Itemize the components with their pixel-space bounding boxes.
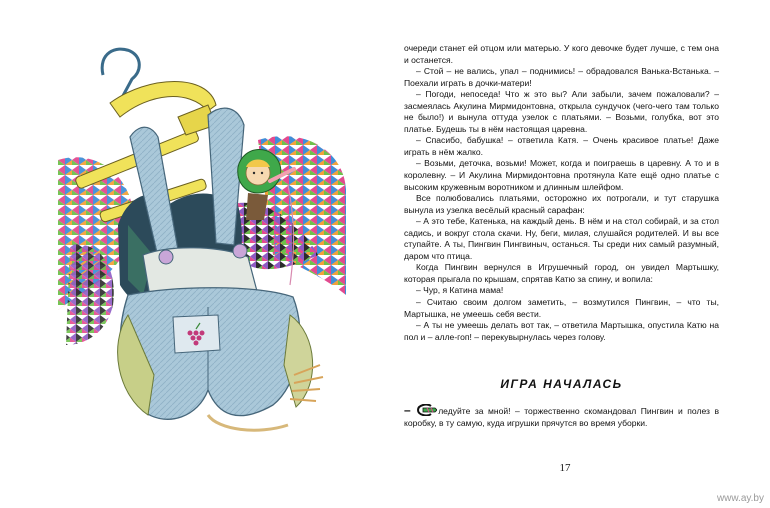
story-paragraph: – Погоди, непоседа! Что ж это вы? Али забыли, зачем пожаловали? – засмеялась Акулина Мирмидонтовна, открыла сундучок (чего-чего там только не было!) и вынула оттуда узелок с платьями. – Возьми, голубка, вот это платье. Будешь ты в нём настоящая царевна. [404, 89, 719, 134]
opening-dash: – [404, 403, 411, 417]
story-paragraph: – А это тебе, Катенька, на каждый день. В нём и на стол собирай, и за стол садись, и вокруг стола скачи. Ну, беги, милая, слушайся родителей. И вы все ступайте. А ты, Пингвин Пингвиныч, останься. Ты среди них самый разумный, даром что птица. [404, 216, 719, 261]
opening-text: ледуйте за мной! – торжественно скомандовал Пингвин и полез в коробку, в ту самую, куда игрушки прячутся во время уборки. [404, 406, 719, 428]
letter-c-dropcap-icon [415, 404, 437, 416]
story-paragraph: – Стой – не вались, упал – поднимись! – обрадовался Ванька-Встанька. – Поехали играть в дочки-матери! [404, 66, 719, 88]
story-paragraph: – Спасибо, бабушка! – ответила Катя. – Очень красивое платье! Даже играть в нём жалко. [404, 135, 719, 157]
dungarees-illustration [58, 45, 346, 441]
page-number: 17 [559, 462, 571, 474]
illustration-artwork [58, 45, 346, 441]
story-paragraph: – Возьми, деточка, возьми! Может, когда и поиграешь в царевну. А то и в королевну. – И Акулина Мирмидонтовна протянула Кате ещё одно платье с высоким кружевным воротником и длинным шлейфом. [404, 158, 719, 192]
story-paragraph: – Чур, я Катина мама! [416, 285, 504, 296]
story-paragraph: Все полюбовались платьями, осторожно их потрогали, и тут старушка вынула из узелка весёлый красный сарафан: [404, 193, 719, 215]
story-paragraph: Когда Пингвин вернулся в Игрушечный город, он увидел Мартышку, которая прыгала по крышам, спрятав Катю за спину, и вопила: [404, 262, 719, 284]
chapter-opening-paragraph [404, 404, 719, 429]
chapter-title: ИГРА НАЧАЛАСЬ [500, 377, 623, 391]
story-paragraph: очереди станет ей отцом или матерью. У кого девочке будет лучше, с тем она и останется. [404, 43, 719, 65]
watermark-text: www.ay.by [716, 493, 764, 504]
story-paragraph: – А ты не умеешь делать вот так, – ответила Мартышка, опустила Катю на пол и – алле-гоп! – перекувырнулась через голову. [404, 320, 719, 342]
story-paragraph: – Считаю своим долгом заметить, – возмутился Пингвин, – что ты, Мартышка, не умеешь себя вести. [404, 297, 719, 319]
story-text-column [404, 43, 719, 343]
